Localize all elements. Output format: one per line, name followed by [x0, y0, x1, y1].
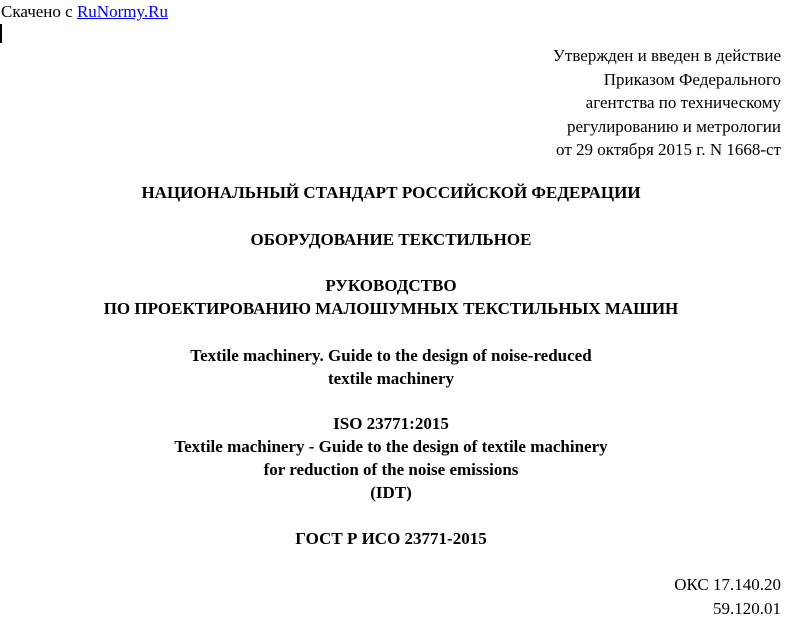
subject-heading: [0, 228, 782, 251]
classification-codes: [674, 573, 781, 620]
okp-code: 59.120.01: [713, 598, 781, 618]
source-link[interactable]: RuNormy.Ru: [76, 2, 168, 21]
title-en: [0, 344, 782, 390]
approval-line: регулированию и метрологии: [566, 116, 781, 136]
title-en-line: textile machinery: [327, 369, 455, 388]
approval-line: Утвержден и введен в действие: [552, 46, 781, 65]
title-ru-line: РУКОВОДСТВО: [325, 276, 457, 295]
gost-number: ГОСТ Р ИСО 23771-2015: [295, 529, 487, 548]
title-ru: [0, 274, 782, 320]
source-prefix: Скачено с: [1, 2, 77, 21]
iso-title-line: for reduction of the noise emissions: [263, 460, 519, 479]
standard-type-heading: [0, 181, 782, 204]
iso-degree: (IDT): [370, 483, 412, 502]
title-en-line: Textile machinery. Guide to the design of noise-reduced: [190, 346, 592, 365]
text-cursor: [0, 24, 2, 43]
title-ru-line: ПО ПРОЕКТИРОВАНИЮ МАЛОШУМНЫХ ТЕКСТИЛЬНЫХ МАШИН: [103, 299, 679, 318]
iso-block: [0, 412, 782, 504]
approval-line: Приказом Федерального: [603, 69, 781, 89]
approval-line: от 29 октября 2015 г. N 1668-ст: [556, 140, 781, 159]
subject: ОБОРУДОВАНИЕ ТЕКСТИЛЬНОЕ: [250, 230, 532, 249]
approval-block: [553, 44, 781, 162]
iso-number: ISO 23771:2015: [333, 414, 449, 433]
gost-heading: [0, 527, 782, 550]
standard-type: НАЦИОНАЛЬНЫЙ СТАНДАРТ РОССИЙСКОЙ ФЕДЕРАЦИИ: [141, 183, 641, 202]
oks-code: ОКС 17.140.20: [674, 575, 781, 594]
iso-title-line: Textile machinery - Guide to the design of textile machinery: [174, 437, 608, 456]
source-line: [1, 1, 168, 23]
approval-line: агентства по техническому: [585, 93, 781, 112]
